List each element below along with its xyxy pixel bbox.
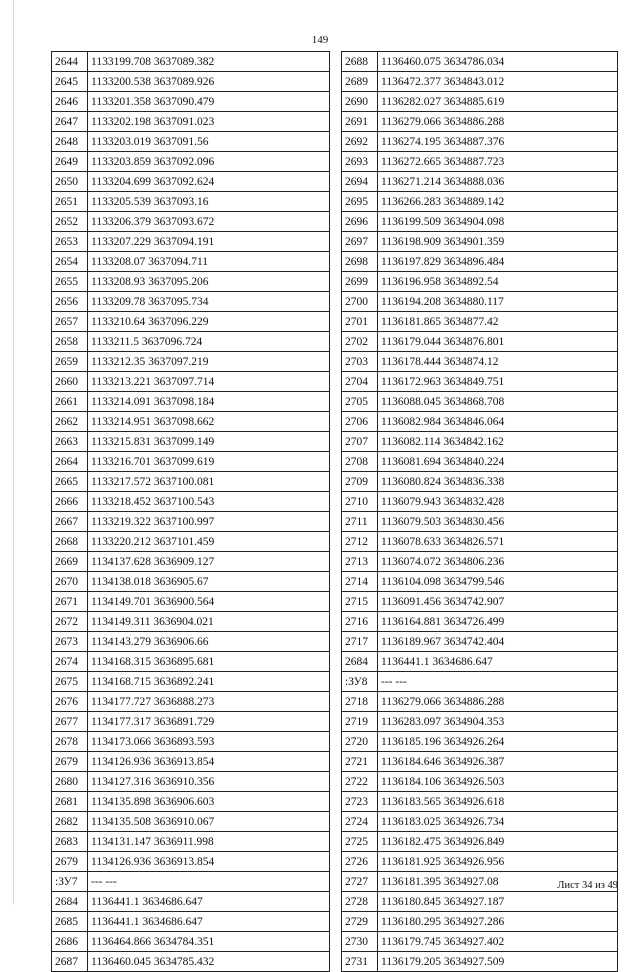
point-number-cell: 2678 xyxy=(52,732,88,752)
coordinates-cell: 1133214.951 3637098.662 xyxy=(88,412,330,432)
table-row xyxy=(342,932,618,952)
coordinates-cell: 1136081.694 3634840.224 xyxy=(378,452,618,472)
coordinates-cell: 1136194.208 3634880.117 xyxy=(378,292,618,312)
table-row xyxy=(52,952,330,972)
table-row xyxy=(52,532,330,552)
table-row xyxy=(342,392,618,412)
table-row xyxy=(52,592,330,612)
point-number-cell: 2673 xyxy=(52,632,88,652)
coordinates-cell: 1136472.377 3634843.012 xyxy=(378,72,618,92)
point-number-cell: 2653 xyxy=(52,232,88,252)
coordinates-cell: 1133207.229 3637094.191 xyxy=(88,232,330,252)
coordinates-cell: 1133212.35 3637097.219 xyxy=(88,352,330,372)
coordinates-cell: 1134168.315 3636895.681 xyxy=(88,652,330,672)
table-row xyxy=(342,132,618,152)
coordinates-cell: 1136180.295 3634927.286 xyxy=(378,912,618,932)
coordinates-cell: --- --- xyxy=(88,872,330,892)
point-number-cell: 2727 xyxy=(342,872,378,892)
coordinates-cell: 1133210.64 3637096.229 xyxy=(88,312,330,332)
point-number-cell: 2704 xyxy=(342,372,378,392)
point-number-cell: 2654 xyxy=(52,252,88,272)
point-number-cell: 2677 xyxy=(52,712,88,732)
point-number-cell: 2711 xyxy=(342,512,378,532)
coordinates-cell: 1136279.066 3634886.288 xyxy=(378,692,618,712)
point-number-cell: 2657 xyxy=(52,312,88,332)
coordinates-cell: 1136164.881 3634726.499 xyxy=(378,612,618,632)
table-row xyxy=(52,52,330,72)
table-row xyxy=(52,492,330,512)
table-row xyxy=(52,832,330,852)
coordinates-cell: 1134138.018 3636905.67 xyxy=(88,572,330,592)
point-number-cell: 2686 xyxy=(52,932,88,952)
table-row xyxy=(52,692,330,712)
coordinates-cell: 1136271.214 3634888.036 xyxy=(378,172,618,192)
coordinates-cell: 1133217.572 3637100.081 xyxy=(88,472,330,492)
point-number-cell: 2672 xyxy=(52,612,88,632)
point-number-cell: 2662 xyxy=(52,412,88,432)
point-number-cell: 2718 xyxy=(342,692,378,712)
coordinates-cell: 1134126.936 3636913.854 xyxy=(88,852,330,872)
table-row xyxy=(52,232,330,252)
coordinates-cell: 1136091.456 3634742.907 xyxy=(378,592,618,612)
point-number-cell: 2709 xyxy=(342,472,378,492)
coordinates-cell: 1134127.316 3636910.356 xyxy=(88,772,330,792)
table-row xyxy=(342,512,618,532)
table-row xyxy=(342,152,618,172)
coordinates-cell: 1136179.044 3634876.801 xyxy=(378,332,618,352)
table-row xyxy=(342,612,618,632)
point-number-cell: 2649 xyxy=(52,152,88,172)
coordinates-cell: 1133201.358 3637090.479 xyxy=(88,92,330,112)
coordinates-cell: 1134168.715 3636892.241 xyxy=(88,672,330,692)
point-number-cell: 2656 xyxy=(52,292,88,312)
table-row xyxy=(52,352,330,372)
point-number-cell: 2671 xyxy=(52,592,88,612)
point-number-cell: 2710 xyxy=(342,492,378,512)
point-number-cell: 2645 xyxy=(52,72,88,92)
table-row xyxy=(342,192,618,212)
point-number-cell: 2728 xyxy=(342,892,378,912)
coordinates-cell: 1133216.701 3637099.619 xyxy=(88,452,330,472)
coordinates-table-left xyxy=(51,51,330,972)
sheet-footer: Лист 34 из 49 xyxy=(557,880,618,891)
coordinates-cell: 1134177.317 3636891.729 xyxy=(88,712,330,732)
table-row xyxy=(52,632,330,652)
table-row xyxy=(342,572,618,592)
coordinates-cell: 1133202.198 3637091.023 xyxy=(88,112,330,132)
point-number-cell: 2697 xyxy=(342,232,378,252)
point-number-cell: 2669 xyxy=(52,552,88,572)
table-row xyxy=(342,292,618,312)
coordinates-cell: 1134177.727 3636888.273 xyxy=(88,692,330,712)
coordinates-cell: 1136266.283 3634889.142 xyxy=(378,192,618,212)
point-number-cell: 2724 xyxy=(342,812,378,832)
coordinates-cell: 1133208.93 3637095.206 xyxy=(88,272,330,292)
table-row xyxy=(52,892,330,912)
coordinates-cell: 1136181.865 3634877.42 xyxy=(378,312,618,332)
table-row xyxy=(52,732,330,752)
coordinates-cell: 1136082.984 3634846.064 xyxy=(378,412,618,432)
point-number-cell: 2689 xyxy=(342,72,378,92)
coordinates-cell: 1136074.072 3634806.236 xyxy=(378,552,618,572)
coordinates-cell: 1136104.098 3634799.546 xyxy=(378,572,618,592)
coordinates-cell: 1136184.646 3634926.387 xyxy=(378,752,618,772)
point-number-cell: 2684 xyxy=(52,892,88,912)
coordinates-cell: 1136464.866 3634784.351 xyxy=(88,932,330,952)
table-row xyxy=(52,872,330,892)
coordinates-cell: 1136441.1 3634686.647 xyxy=(88,892,330,912)
point-number-cell: 2681 xyxy=(52,792,88,812)
coordinates-cell: 1134173.066 3636893.593 xyxy=(88,732,330,752)
table-row xyxy=(342,492,618,512)
point-number-cell: 2684 xyxy=(342,652,378,672)
coordinates-cell: 1136180.845 3634927.187 xyxy=(378,892,618,912)
coordinates-cell: 1136441.1 3634686.647 xyxy=(378,652,618,672)
point-number-cell: 2694 xyxy=(342,172,378,192)
point-number-cell: 2655 xyxy=(52,272,88,292)
coordinates-cell: 1133204.699 3637092.624 xyxy=(88,172,330,192)
coordinates-cell: 1136198.909 3634901.359 xyxy=(378,232,618,252)
point-number-cell: 2712 xyxy=(342,532,378,552)
point-number-cell: 2664 xyxy=(52,452,88,472)
coordinates-cell: 1136179.205 3634927.509 xyxy=(378,952,618,972)
coordinates-cell: 1133200.538 3637089.926 xyxy=(88,72,330,92)
table-row xyxy=(52,312,330,332)
coordinates-cell: 1133214.091 3637098.184 xyxy=(88,392,330,412)
coordinates-cell: 1136274.195 3634887.376 xyxy=(378,132,618,152)
coordinates-cell: 1136181.925 3634926.956 xyxy=(378,852,618,872)
point-number-cell: 2687 xyxy=(52,952,88,972)
table-row xyxy=(52,852,330,872)
table-row xyxy=(342,812,618,832)
table-row xyxy=(342,792,618,812)
table-row xyxy=(52,152,330,172)
coordinates-cell: 1136079.503 3634830.456 xyxy=(378,512,618,532)
table-row xyxy=(52,612,330,632)
point-number-cell: 2726 xyxy=(342,852,378,872)
point-number-cell: 2679 xyxy=(52,852,88,872)
coordinates-cell: --- --- xyxy=(378,672,618,692)
table-row xyxy=(52,72,330,92)
table-row xyxy=(52,332,330,352)
point-number-cell: 2699 xyxy=(342,272,378,292)
table-row xyxy=(342,772,618,792)
point-number-cell: 2695 xyxy=(342,192,378,212)
coordinates-cell: 1133209.78 3637095.734 xyxy=(88,292,330,312)
coordinates-cell: 1136441.1 3634686.647 xyxy=(88,912,330,932)
coordinates-cell: 1134135.508 3636910.067 xyxy=(88,812,330,832)
table-row xyxy=(52,92,330,112)
point-number-cell: 2648 xyxy=(52,132,88,152)
point-number-cell: 2658 xyxy=(52,332,88,352)
table-row xyxy=(52,192,330,212)
point-number-cell: 2701 xyxy=(342,312,378,332)
point-number-cell: 2685 xyxy=(52,912,88,932)
coordinates-cell: 1136082.114 3634842.162 xyxy=(378,432,618,452)
coordinates-cell: 1136184.106 3634926.503 xyxy=(378,772,618,792)
table-row xyxy=(342,52,618,72)
coordinates-cell: 1134126.936 3636913.854 xyxy=(88,752,330,772)
table-row xyxy=(342,912,618,932)
coordinates-cell: 1136283.097 3634904.353 xyxy=(378,712,618,732)
point-number-cell: 2650 xyxy=(52,172,88,192)
table-row xyxy=(52,172,330,192)
coordinates-cell: 1134137.628 3636909.127 xyxy=(88,552,330,572)
point-number-cell: 2663 xyxy=(52,432,88,452)
coordinates-cell: 1136199.509 3634904.098 xyxy=(378,212,618,232)
point-number-cell: 2644 xyxy=(52,52,88,72)
point-number-cell: 2661 xyxy=(52,392,88,412)
coordinates-cell: 1134135.898 3636906.603 xyxy=(88,792,330,812)
coordinates-cell: 1133206.379 3637093.672 xyxy=(88,212,330,232)
table-row xyxy=(342,592,618,612)
table-row xyxy=(342,832,618,852)
point-number-cell: 2707 xyxy=(342,432,378,452)
table-row xyxy=(52,652,330,672)
point-number-cell: 2720 xyxy=(342,732,378,752)
coordinates-cell: 1133213.221 3637097.714 xyxy=(88,372,330,392)
point-number-cell: 2652 xyxy=(52,212,88,232)
table-row xyxy=(52,252,330,272)
point-number-cell: 2659 xyxy=(52,352,88,372)
coordinates-cell: 1133211.5 3637096.724 xyxy=(88,332,330,352)
table-row xyxy=(342,852,618,872)
coordinates-cell: 1136197.829 3634896.484 xyxy=(378,252,618,272)
point-number-cell: 2730 xyxy=(342,932,378,952)
coordinates-cell: 1136183.025 3634926.734 xyxy=(378,812,618,832)
table-row xyxy=(52,772,330,792)
point-number-cell: 2717 xyxy=(342,632,378,652)
point-number-cell: 2696 xyxy=(342,212,378,232)
point-number-cell: 2721 xyxy=(342,752,378,772)
table-row xyxy=(52,292,330,312)
coordinates-cell: 1136182.475 3634926.849 xyxy=(378,832,618,852)
point-number-cell: 2705 xyxy=(342,392,378,412)
point-number-cell: 2667 xyxy=(52,512,88,532)
table-row xyxy=(342,892,618,912)
point-number-cell: 2713 xyxy=(342,552,378,572)
table-row xyxy=(342,452,618,472)
coordinates-cell: 1136181.395 3634927.08 xyxy=(378,872,618,892)
scan-margin-line xyxy=(13,0,14,905)
table-row xyxy=(52,212,330,232)
table-row xyxy=(342,752,618,772)
coordinates-cell: 1136080.824 3634836.338 xyxy=(378,472,618,492)
table-row xyxy=(342,232,618,252)
table-row xyxy=(342,172,618,192)
coordinates-cell: 1133208.07 3637094.711 xyxy=(88,252,330,272)
table-row xyxy=(52,272,330,292)
point-number-cell: 2676 xyxy=(52,692,88,712)
table-row xyxy=(52,712,330,732)
table-row xyxy=(52,412,330,432)
point-number-cell: 2693 xyxy=(342,152,378,172)
table-row xyxy=(52,792,330,812)
table-row xyxy=(342,672,618,692)
table-row xyxy=(52,912,330,932)
table-row xyxy=(52,512,330,532)
point-number-cell: 2723 xyxy=(342,792,378,812)
coordinates-cell: 1136189.967 3634742.404 xyxy=(378,632,618,652)
table-row xyxy=(342,632,618,652)
table-row xyxy=(342,92,618,112)
coordinates-cell: 1133203.859 3637092.096 xyxy=(88,152,330,172)
table-row xyxy=(52,932,330,952)
coordinates-cell: 1134149.701 3636900.564 xyxy=(88,592,330,612)
coordinates-cell: 1136460.045 3634785.432 xyxy=(88,952,330,972)
table-row xyxy=(342,472,618,492)
table-row xyxy=(342,372,618,392)
table-row xyxy=(52,432,330,452)
table-row xyxy=(342,412,618,432)
point-number-cell: 2683 xyxy=(52,832,88,852)
coordinates-cell: 1133199.708 3637089.382 xyxy=(88,52,330,72)
table-row xyxy=(52,672,330,692)
point-number-cell: 2731 xyxy=(342,952,378,972)
point-number-cell: 2660 xyxy=(52,372,88,392)
point-number-cell: 2719 xyxy=(342,712,378,732)
coordinates-cell: 1136279.066 3634886.288 xyxy=(378,112,618,132)
coordinates-cell: 1136178.444 3634874.12 xyxy=(378,352,618,372)
point-number-cell: :ЗУ7 xyxy=(52,872,88,892)
coordinates-cell: 1136183.565 3634926.618 xyxy=(378,792,618,812)
coordinates-cell: 1136460.075 3634786.034 xyxy=(378,52,618,72)
coordinates-table-right xyxy=(341,51,618,972)
coordinates-cell: 1136185.196 3634926.264 xyxy=(378,732,618,752)
coordinates-cell: 1136282.027 3634885.619 xyxy=(378,92,618,112)
point-number-cell: 2665 xyxy=(52,472,88,492)
point-number-cell: 2716 xyxy=(342,612,378,632)
point-number-cell: 2647 xyxy=(52,112,88,132)
point-number-cell: 2651 xyxy=(52,192,88,212)
coordinates-cell: 1134131.147 3636911.998 xyxy=(88,832,330,852)
table-row xyxy=(52,552,330,572)
point-number-cell: :ЗУ8 xyxy=(342,672,378,692)
table-row xyxy=(52,132,330,152)
table-row xyxy=(52,392,330,412)
point-number-cell: 2708 xyxy=(342,452,378,472)
coordinates-cell: 1136196.958 3634892.54 xyxy=(378,272,618,292)
table-row xyxy=(342,952,618,972)
point-number-cell: 2666 xyxy=(52,492,88,512)
table-row xyxy=(52,372,330,392)
point-number-cell: 2722 xyxy=(342,772,378,792)
point-number-cell: 2698 xyxy=(342,252,378,272)
table-row xyxy=(52,112,330,132)
point-number-cell: 2674 xyxy=(52,652,88,672)
table-row xyxy=(342,552,618,572)
table-row xyxy=(342,352,618,372)
coordinates-cell: 1133203.019 3637091.56 xyxy=(88,132,330,152)
table-row xyxy=(342,212,618,232)
table-row xyxy=(52,572,330,592)
coordinates-cell: 1136179.745 3634927.402 xyxy=(378,932,618,952)
point-number-cell: 2702 xyxy=(342,332,378,352)
point-number-cell: 2690 xyxy=(342,92,378,112)
table-row xyxy=(342,692,618,712)
coordinates-cell: 1133219.322 3637100.997 xyxy=(88,512,330,532)
point-number-cell: 2691 xyxy=(342,112,378,132)
point-number-cell: 2714 xyxy=(342,572,378,592)
coordinates-cell: 1133215.831 3637099.149 xyxy=(88,432,330,452)
table-row xyxy=(342,252,618,272)
point-number-cell: 2680 xyxy=(52,772,88,792)
coordinates-cell: 1136078.633 3634826.571 xyxy=(378,532,618,552)
table-row xyxy=(52,452,330,472)
table-row xyxy=(342,652,618,672)
coordinates-cell: 1134149.311 3636904.021 xyxy=(88,612,330,632)
point-number-cell: 2715 xyxy=(342,592,378,612)
point-number-cell: 2706 xyxy=(342,412,378,432)
coordinates-cell: 1134143.279 3636906.66 xyxy=(88,632,330,652)
point-number-cell: 2700 xyxy=(342,292,378,312)
table-row xyxy=(342,432,618,452)
table-row xyxy=(342,712,618,732)
page-number: 149 xyxy=(311,34,329,46)
coordinates-cell: 1136088.045 3634868.708 xyxy=(378,392,618,412)
table-row xyxy=(52,812,330,832)
point-number-cell: 2682 xyxy=(52,812,88,832)
point-number-cell: 2692 xyxy=(342,132,378,152)
table-row xyxy=(342,732,618,752)
table-row xyxy=(342,72,618,92)
table-row xyxy=(342,112,618,132)
table-row xyxy=(52,472,330,492)
coordinates-cell: 1133220.212 3637101.459 xyxy=(88,532,330,552)
point-number-cell: 2703 xyxy=(342,352,378,372)
point-number-cell: 2679 xyxy=(52,752,88,772)
point-number-cell: 2668 xyxy=(52,532,88,552)
point-number-cell: 2670 xyxy=(52,572,88,592)
coordinates-cell: 1136079.943 3634832.428 xyxy=(378,492,618,512)
point-number-cell: 2646 xyxy=(52,92,88,112)
table-row xyxy=(342,532,618,552)
point-number-cell: 2688 xyxy=(342,52,378,72)
table-row xyxy=(342,272,618,292)
coordinates-cell: 1133218.452 3637100.543 xyxy=(88,492,330,512)
coordinates-cell: 1133205.539 3637093.16 xyxy=(88,192,330,212)
point-number-cell: 2725 xyxy=(342,832,378,852)
table-row xyxy=(342,312,618,332)
table-row xyxy=(52,752,330,772)
point-number-cell: 2675 xyxy=(52,672,88,692)
coordinates-cell: 1136272.665 3634887.723 xyxy=(378,152,618,172)
point-number-cell: 2729 xyxy=(342,912,378,932)
coordinates-cell: 1136172.963 3634849.751 xyxy=(378,372,618,392)
table-row xyxy=(342,332,618,352)
